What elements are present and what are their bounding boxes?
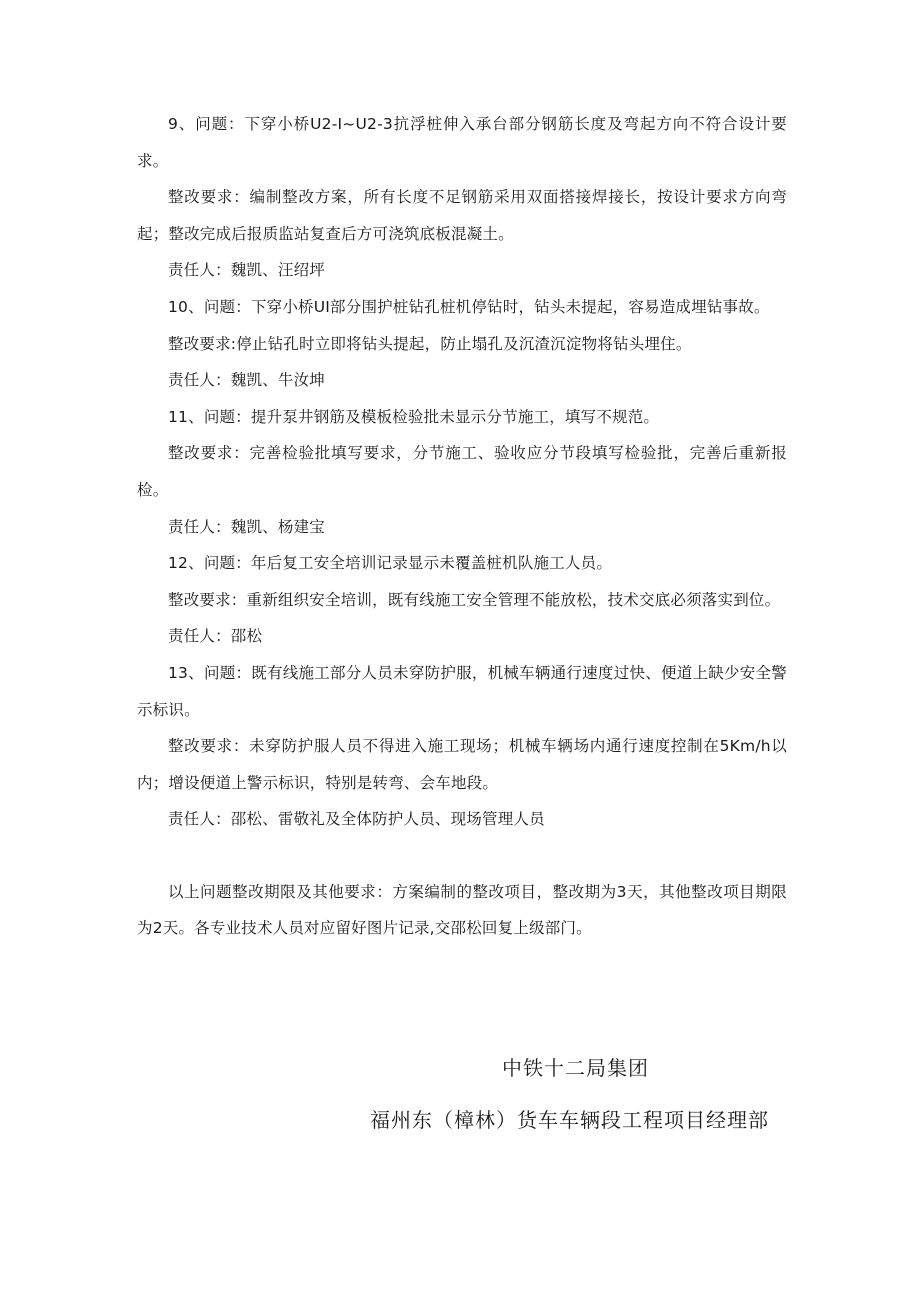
item-9-requirement: 整改要求：编制整改方案，所有长度不足钢筋采用双面搭接焊接长，按设计要求方向弯起；整改完成后报质监站复查后方可浇筑底板混凝土。 <box>137 188 787 243</box>
item-9-responsible: 责任人：魏凯、汪绍坪 <box>168 261 326 280</box>
rectification-list <box>137 106 787 947</box>
item-10-responsible: 责任人：魏凯、牛汝坤 <box>168 371 326 390</box>
deadline-note: 以上问题整改期限及其他要求：方案编制的整改项目，整改期为3天，其他整改项目期限为2天。各专业技术人员对应留好图片记录,交邵松回复上级部门。 <box>137 882 787 938</box>
item-10-requirement: 整改要求:停止钻孔时立即将钻头提起，防止塌孔及沉渣沉淀物将钻头埋住。 <box>168 334 692 353</box>
item-11-problem: 11、问题：提升泵井钢筋及模板检验批未显示分节施工，填写不规范。 <box>168 407 660 426</box>
paragraph-gap <box>137 838 787 874</box>
item-13-responsible: 责任人：邵松、雷敬礼及全体防护人员、现场管理人员 <box>168 810 545 829</box>
item-11-requirement: 整改要求：完善检验批填写要求，分节施工、验收应分节段填写检验批，完善后重新报检。 <box>137 444 787 499</box>
signature-department: 福州东（樟林）货车车辆段工程项目经理部 <box>370 1108 769 1132</box>
item-10-problem: 10、问题：下穿小桥UI部分围护桩钻孔桩机停钻时，钻头未提起，容易造成埋钻事故。 <box>168 297 770 316</box>
item-12-problem: 12、问题：年后复工安全培训记录显示未覆盖桩机队施工人员。 <box>168 554 613 573</box>
signature-organization: 中铁十二局集团 <box>502 1056 649 1080</box>
item-13-problem: 13、问题：既有线施工部分人员未穿防护服，机械车辆通行速度过快、便道上缺少安全警示标识。 <box>137 663 787 719</box>
item-9-problem: 9、问题：下穿小桥U2-I~U2-3抗浮桩伸入承台部分钢筋长度及弯起方向不符合设计要求。 <box>137 115 787 170</box>
item-13-requirement: 整改要求：未穿防护服人员不得进入施工现场；机械车辆场内通行速度控制在5Km/h以内；增设便道上警示标识，特别是转弯、会车地段。 <box>137 737 787 792</box>
item-12-responsible: 责任人：邵松 <box>168 627 263 646</box>
item-12-requirement: 整改要求：重新组织安全培训，既有线施工安全管理不能放松，技术交底必须落实到位。 <box>168 590 781 609</box>
item-11-responsible: 责任人：魏凯、杨建宝 <box>168 517 326 536</box>
